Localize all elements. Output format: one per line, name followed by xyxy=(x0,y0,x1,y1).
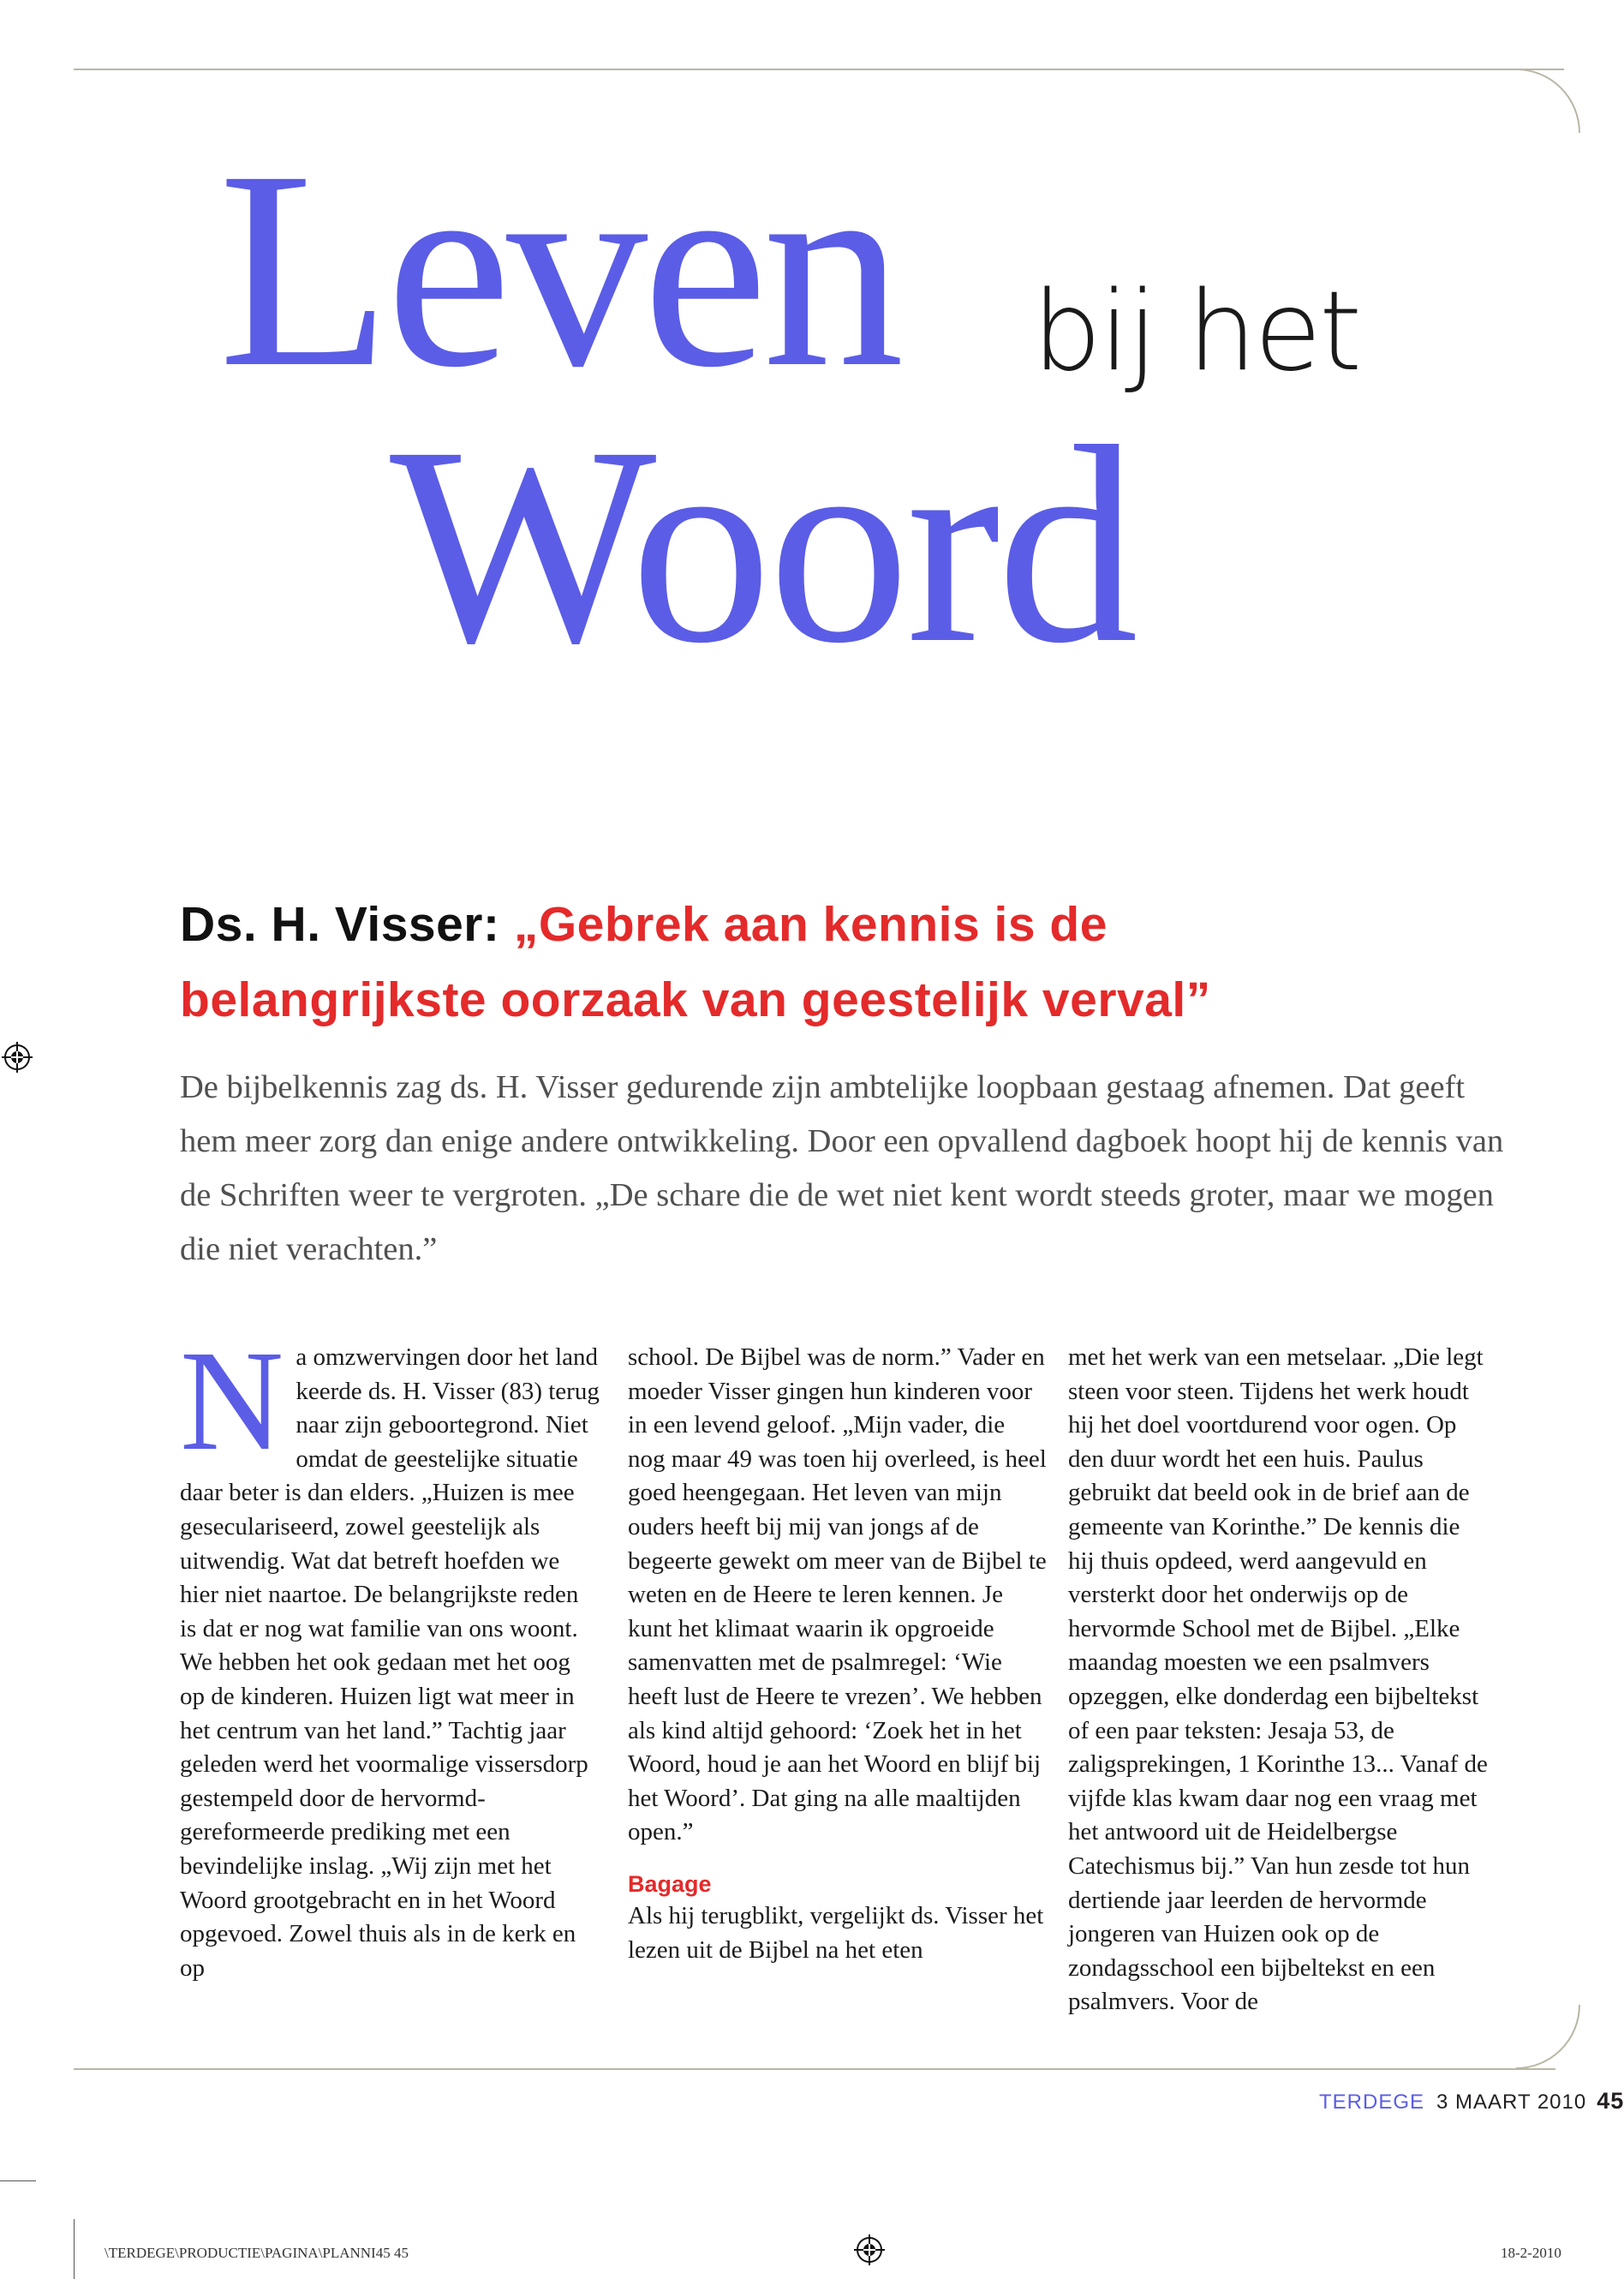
body-text-col2-after-subhead: Als hij terugblikt, vergelijkt ds. Visser het lezen uit de Bijbel na het eten xyxy=(628,1901,1044,1964)
page-footer xyxy=(1319,2088,1624,2115)
headline-quote-line2: belangrijkste oorzaak van geestelijk verval” xyxy=(180,972,1211,1027)
body-text-col1: a omzwervingen door het land keerde ds. H. Visser (83) terug naar zijn geboortegrond. Niet omdat de geestelijke situatie daar beter is dan elders. „Huizen is mee geseculariseerd, zowel geestelijk als uitwendig. Wat dat betreft hoefden we hier niet naartoe. De belangrijkste reden is dat er nog wat familie van ons woont. We hebben het ook gedaan met het oog op de kinderen. Huizen ligt wat meer in het centrum van het land.” Tachtig jaar geleden werd het voormalige vissersdorp gestempeld door de hervormd-gereformeerde prediking met een bevindelijke inslag. „Wij zijn met het Woord grootgebracht en in het Woord opgevoed. Zowel thuis als in de kerk en op xyxy=(180,1343,600,1982)
bottom-corner-rule xyxy=(1516,2005,1580,2069)
body-column-2 xyxy=(628,1341,1048,1967)
crop-mark-bottom xyxy=(74,2219,75,2279)
bottom-rule xyxy=(74,2068,1555,2070)
title-word-woord: Woord xyxy=(390,389,1135,702)
issue-date: 3 MAART 2010 xyxy=(1436,2091,1587,2114)
title-word-leven: Leven xyxy=(218,113,899,426)
headline-quote-line1: „Gebrek aan kennis is de xyxy=(513,897,1108,952)
top-rule xyxy=(74,69,1564,70)
body-text-col2: school. De Bijbel was de norm.” Vader en moeder Visser gingen hun kinderen voor in een levend geloof. „Mijn vader, die nog maar 49 was toen hij overleed, is heel goed heengegaan. Het leven van mijn ouders heeft bij mij van jongs af de begeerte gewekt om meer van de Bijbel te weten en de Heere te leren kennen. Je kunt het klimaat waarin ik opgroeide samenvatten met de psalmregel: ‘Wie heeft lust de Heere te vrezen’. We hebben als kind altijd gehoord: ‘Zoek het in het Woord, houd je aan het Woord en blijf bij het Woord’. Dat ging na alle maaltijden open.” xyxy=(628,1343,1047,1846)
headline-speaker: Ds. H. Visser: xyxy=(180,897,500,952)
drop-cap: N xyxy=(180,1321,284,1480)
crop-mark-left xyxy=(0,2180,36,2181)
headline xyxy=(180,887,1516,1038)
body-column-3 xyxy=(1068,1341,1488,2019)
title-connector: bij het xyxy=(1032,268,1360,396)
top-corner-rule xyxy=(1516,69,1580,133)
intro-lead: De bijbelkennis zag ds. H. Visser gedurende zijn ambtelijke loopbaan gestaag afnemen. Dat geeft hem meer zorg dan enige andere ontwikkeling. Door een opvallend dagboek hoopt hij de kennis van de Schriften weer te vergroten. „De schare die de wet niet kent wordt steeds groter, maar we mogen die niet verachten.” xyxy=(180,1069,1504,1267)
magazine-name: TERDEGE xyxy=(1319,2091,1425,2114)
print-slug-date: 18-2-2010 xyxy=(1501,2245,1561,2261)
subheading-bagage: Bagage xyxy=(628,1870,712,1897)
print-slug-path: \TERDEGE\PRODUCTIE\PAGINA\PLANNI45 45 xyxy=(104,2245,409,2261)
body-column-1 xyxy=(180,1321,600,1985)
body-text-col3: met het werk van een metselaar. „Die legt steen voor steen. Tijdens het werk houdt hij het doel voortdurend voor ogen. Op den duur wordt het een huis. Paulus gebruikt dat beeld ook in de brief aan de gemeente van Korinthe.” De kennis die hij thuis opdeed, werd aangevuld en versterkt door het onderwijs op de hervormde School met de Bijbel. „Elke maandag moesten we een psalmvers opzeggen, elke donderdag een bijbeltekst of een paar teksten: Jesaja 53, de zaligsprekingen, 1 Korinthe 13... Vanaf de vijfde klas kwam daar nog een vraag met het antwoord uit de Heidelbergse Catechismus bij.” Van hun zesde tot hun dertiende jaar leerden de hervormde jongeren van Huizen ook op de zondagsschool een bijbeltekst en een psalmvers. Voor de xyxy=(1068,1343,1488,2016)
page-number: 45 xyxy=(1597,2088,1624,2114)
registration-mark-icon xyxy=(854,2234,885,2265)
registration-mark-icon xyxy=(2,1042,33,1073)
